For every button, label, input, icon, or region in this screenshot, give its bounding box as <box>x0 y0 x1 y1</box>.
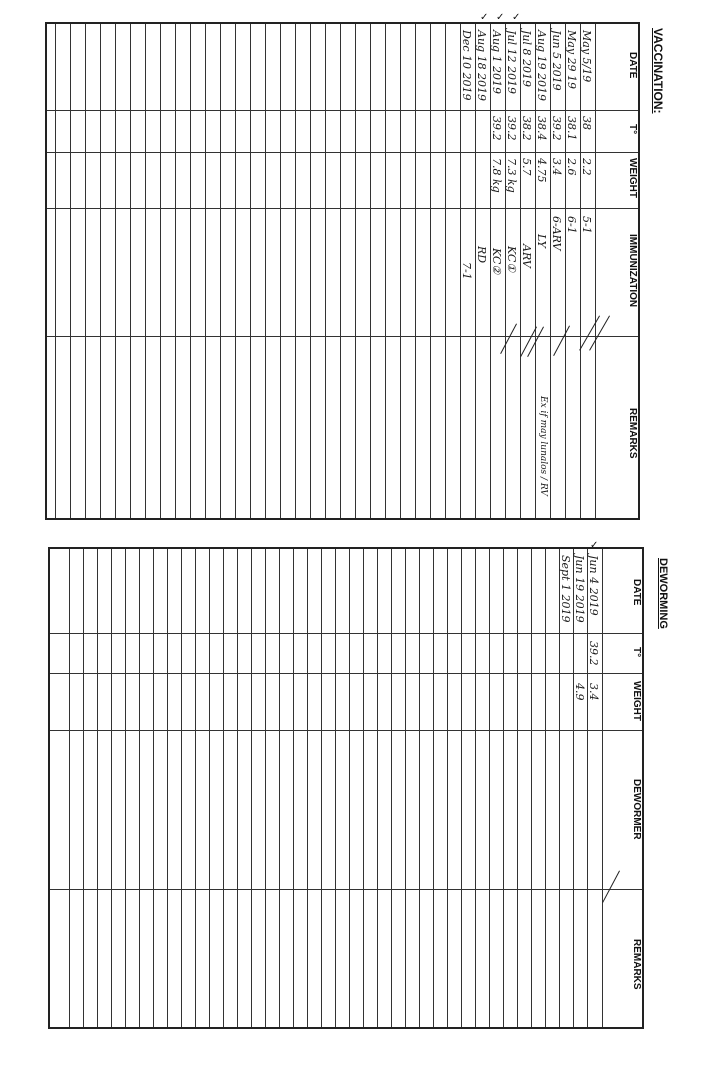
row-line <box>83 549 84 1027</box>
row-line <box>251 549 252 1027</box>
row-line <box>461 549 462 1027</box>
row-line <box>209 549 210 1027</box>
row-line <box>325 24 326 518</box>
deworming-table <box>48 547 644 1029</box>
row-line <box>293 549 294 1027</box>
entry-date: Jul 12 2019 <box>505 30 518 94</box>
row-line <box>55 24 56 518</box>
row-line <box>167 549 168 1027</box>
entry-immunization: LY <box>535 234 548 248</box>
entry-date: Dec 10 2019 <box>460 30 473 101</box>
row-line <box>363 549 364 1027</box>
entry-date: Jul 8 2019 <box>520 30 533 87</box>
row-line <box>125 549 126 1027</box>
row-line <box>307 549 308 1027</box>
row-line <box>237 549 238 1027</box>
entry-date: May 5/19 <box>580 30 593 83</box>
initial-slash <box>579 316 600 351</box>
entry-immunization: KC② <box>490 248 503 275</box>
row-line <box>69 549 70 1027</box>
row-line <box>265 549 266 1027</box>
row-line <box>445 24 446 518</box>
entry-date: Aug 19 2019 <box>535 30 548 102</box>
entry-temp: 39.2 <box>550 116 563 141</box>
row-line <box>587 549 588 1027</box>
entry-weight: 4.75 <box>535 158 548 183</box>
entry-temp: 39.2 <box>587 641 600 666</box>
entry-date: Aug 1 2019 <box>490 30 503 95</box>
row-line <box>160 24 161 518</box>
entry-date: Jun 5 2019 <box>550 30 563 91</box>
row-line <box>430 24 431 518</box>
entry-immunization: ARV <box>520 244 533 268</box>
tick-mark-icon: ✓ <box>512 12 521 23</box>
row-line <box>545 549 546 1027</box>
header-date: DATE <box>631 579 642 606</box>
row-line <box>405 549 406 1027</box>
row-line <box>531 549 532 1027</box>
row-line <box>340 24 341 518</box>
initial-slash <box>602 871 620 903</box>
row-line <box>280 24 281 518</box>
row-line <box>355 24 356 518</box>
tick-mark-icon: ✓ <box>496 12 505 23</box>
entry-weight: 7.8 kg <box>490 158 503 193</box>
entry-immunization: KC① <box>505 246 518 273</box>
row-line <box>565 24 566 518</box>
initial-slash <box>589 316 610 351</box>
row-line <box>370 24 371 518</box>
header-temp: T° <box>627 124 638 135</box>
row-line <box>223 549 224 1027</box>
entry-immunization: RD <box>475 246 488 264</box>
vaccination-table <box>45 22 640 520</box>
row-line <box>175 24 176 518</box>
row-line <box>335 549 336 1027</box>
row-line <box>279 549 280 1027</box>
row-line <box>321 549 322 1027</box>
entry-weight: 4.9 <box>573 683 586 701</box>
entry-temp: 38.4 <box>535 116 548 141</box>
row-line <box>70 24 71 518</box>
row-line <box>139 549 140 1027</box>
vaccination-title: VACCINATION: <box>651 28 665 114</box>
row-line <box>111 549 112 1027</box>
entry-temp: 38.2 <box>520 116 533 141</box>
row-line <box>100 24 101 518</box>
row-line <box>400 24 401 518</box>
row-line <box>391 549 392 1027</box>
row-line <box>550 24 551 518</box>
entry-date: Jun 4 2019 <box>587 555 600 616</box>
row-line <box>415 24 416 518</box>
row-line <box>130 24 131 518</box>
header-remarks: REMARKS <box>631 939 642 990</box>
header-remarks: REMARKS <box>627 408 638 459</box>
row-line <box>503 549 504 1027</box>
entry-weight: 2.2 <box>580 158 593 176</box>
row-line <box>349 549 350 1027</box>
row-line <box>205 24 206 518</box>
header-divider <box>602 549 603 1027</box>
entry-weight: 5.7 <box>520 158 533 176</box>
row-line <box>97 549 98 1027</box>
row-line <box>265 24 266 518</box>
row-line <box>433 549 434 1027</box>
header-temp: T° <box>631 647 642 658</box>
row-line <box>85 24 86 518</box>
entry-remarks: Ex if may lunalos / RV <box>538 396 548 496</box>
initial-slash <box>553 326 570 356</box>
tick-mark-icon: ✓ <box>590 540 599 551</box>
row-line <box>235 24 236 518</box>
entry-weight: 3.4 <box>550 158 563 176</box>
entry-temp: 39.2 <box>505 116 518 141</box>
row-line <box>475 549 476 1027</box>
entry-date: Jun 19 2019 <box>573 555 586 623</box>
entry-immunization: 5-1 <box>580 216 593 234</box>
entry-date: May 29 19 <box>565 30 578 90</box>
initial-slash <box>500 324 517 354</box>
deworming-title: DEWORMING <box>657 558 669 629</box>
row-line <box>520 24 521 518</box>
header-date: DATE <box>627 52 638 79</box>
row-line <box>419 549 420 1027</box>
entry-weight: 3.4 <box>587 683 600 701</box>
row-line <box>145 24 146 518</box>
row-line <box>517 549 518 1027</box>
entry-date: Sept 1 2019 <box>559 555 572 623</box>
row-line <box>195 549 196 1027</box>
row-line <box>310 24 311 518</box>
entry-temp: 38 <box>580 116 593 130</box>
header-immunization: IMMUNIZATION <box>627 234 638 308</box>
row-line <box>377 549 378 1027</box>
row-line <box>250 24 251 518</box>
row-line <box>580 24 581 518</box>
entry-immunization: 7-1 <box>460 262 473 280</box>
entry-immunization: 6-1 <box>565 216 578 234</box>
row-line <box>447 549 448 1027</box>
entry-temp: 39.2 <box>490 116 503 141</box>
entry-weight: 7.3 kg <box>505 158 518 193</box>
entry-date: Aug 18 2019 <box>475 30 488 102</box>
row-line <box>115 24 116 518</box>
entry-immunization: 6-ARV <box>550 216 563 251</box>
header-divider <box>595 24 596 518</box>
row-line <box>295 24 296 518</box>
entry-temp: 38.1 <box>565 116 578 141</box>
header-weight: WEIGHT <box>631 681 642 721</box>
row-line <box>385 24 386 518</box>
row-line <box>181 549 182 1027</box>
row-line <box>489 549 490 1027</box>
row-line <box>220 24 221 518</box>
row-line <box>190 24 191 518</box>
header-dewormer: DEWORMER <box>631 779 642 840</box>
row-line <box>153 549 154 1027</box>
header-weight: WEIGHT <box>627 158 638 198</box>
tick-mark-icon: ✓ <box>480 12 489 23</box>
entry-weight: 2.6 <box>565 158 578 176</box>
